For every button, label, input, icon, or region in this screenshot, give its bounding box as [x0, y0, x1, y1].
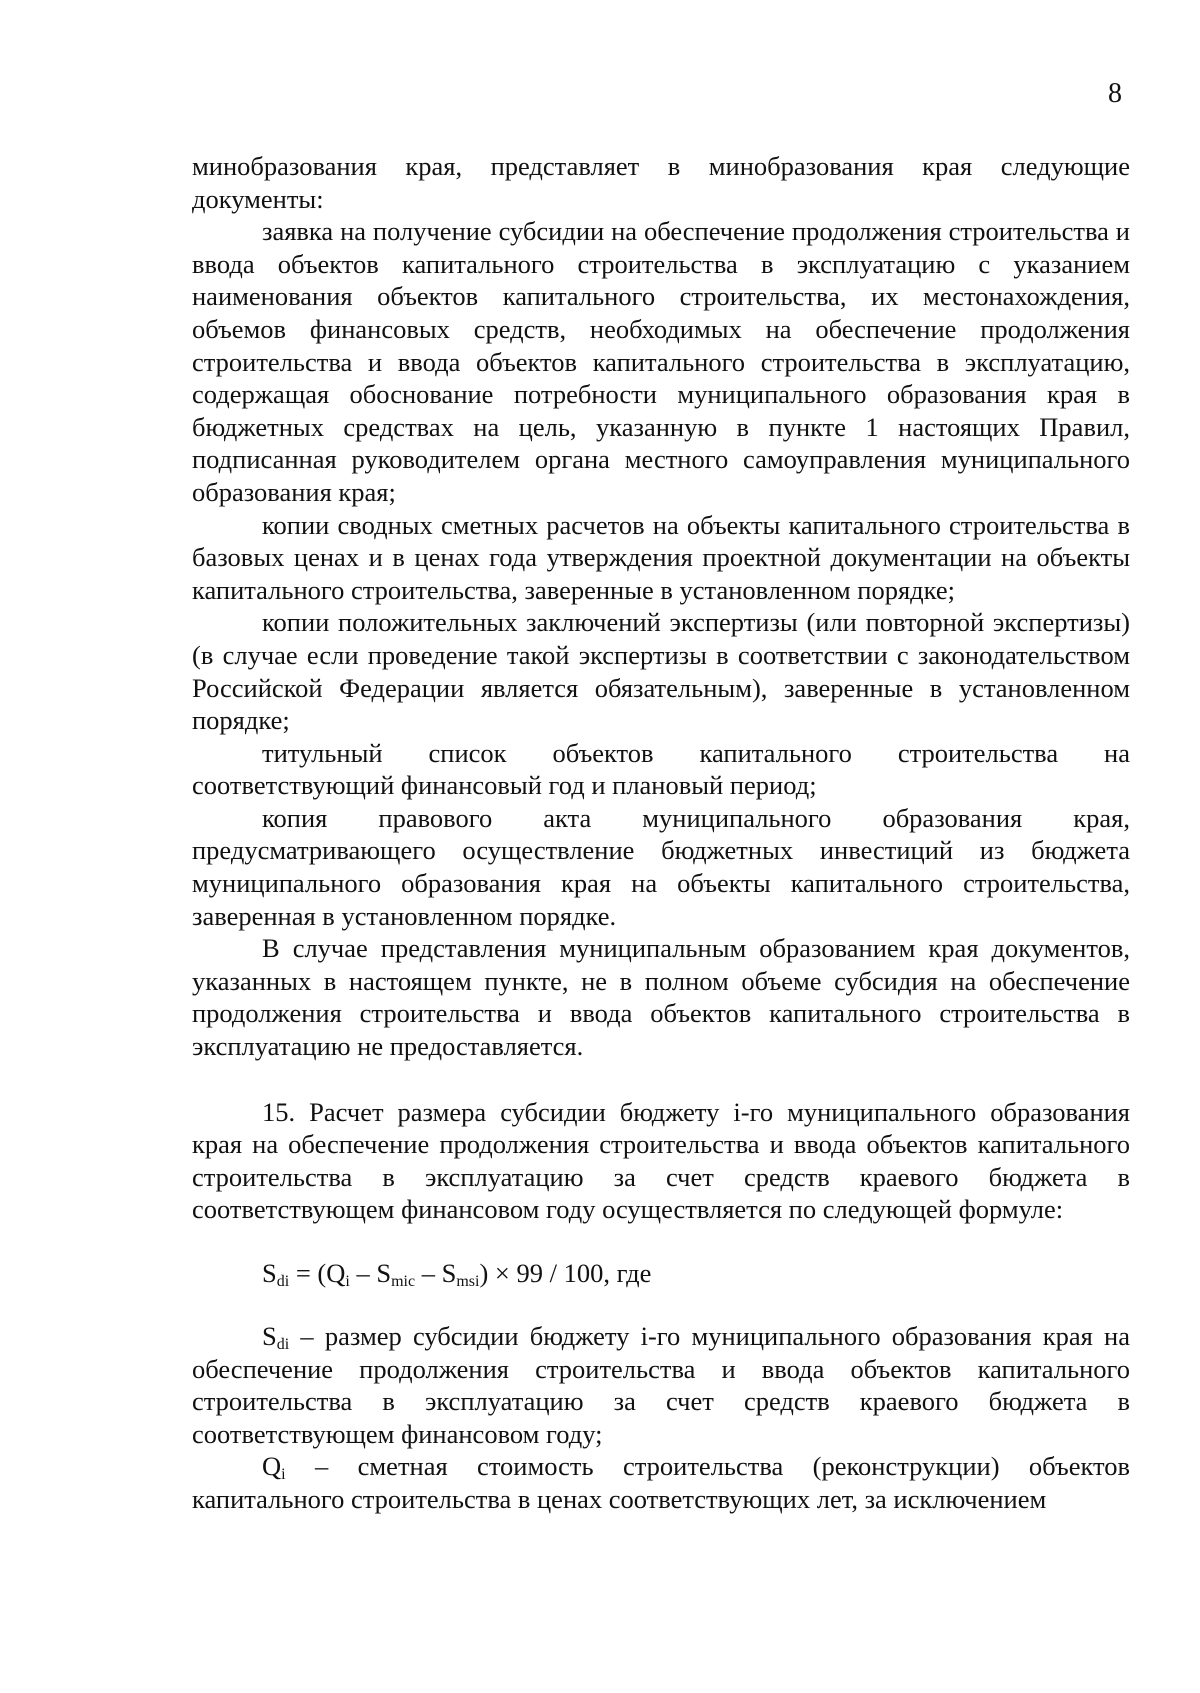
formula-eq: = (Q [289, 1258, 346, 1288]
paragraph-item-15: 15. Расчет размера субсидии бюджету i-го муниципального образования края на обеспечение продолжения строительства и ввода объектов капитального строительства в эксплуатацию за счет средств краевого бюджета в соответствующем финансовом году осуществляется по следующей формуле: [192, 1096, 1130, 1225]
formula-minus-1: – S [349, 1258, 392, 1288]
paragraph-expertise: копии положительных заключений экспертизы (или повторной экспертизы) (в случае если проведение такой экспертизы в соответствии с законодательством Российской Федерации является обязательным), заверенные в установленном порядке; [192, 607, 1130, 736]
formula-tail: ) × 99 / 100, где [479, 1258, 652, 1288]
definition-qi-sub: i [281, 1466, 286, 1484]
paragraph-title-list: титульный список объектов капитального строительства на соответствующий финансовый год и плановый период; [192, 737, 1130, 801]
spacer [192, 1226, 1130, 1256]
paragraph-incomplete-documents: В случае представления муниципальным образованием края документов, указанных в настоящем пункте, не в полном объеме субсидия на обеспечение продолжения строительства и ввода объектов капитального строительства в эксплуатацию не предоставляется. [192, 933, 1130, 1062]
spacer [192, 1290, 1130, 1320]
formula-s2-sub: mic [391, 1273, 416, 1290]
definition-qi-symbol: Q [262, 1451, 282, 1482]
formula-s3-sub: msi [456, 1273, 480, 1290]
formula-s: S [262, 1258, 277, 1288]
spacer [192, 1063, 1130, 1096]
definition-sdi-text: – размер субсидии бюджету i-го муниципального образования края на обеспечение продолжения строительства и ввода объектов капитального строительства в эксплуатацию за счет средств краевого бюджета в соответствующем финансовом году; [192, 1321, 1130, 1449]
document-body [192, 150, 1130, 1516]
formula-s-sub: di [276, 1273, 290, 1290]
formula [192, 1256, 1130, 1290]
page-number: 8 [1108, 78, 1122, 109]
definition-qi [192, 1450, 1130, 1515]
definition-qi-text: – сметная стоимость строительства (реконструкции) объектов капитального строительства в ценах соответствующих лет, за исключением [192, 1451, 1130, 1514]
definition-sdi-symbol: S [262, 1321, 277, 1351]
definition-sdi-sub: di [276, 1336, 290, 1353]
formula-q-sub: i [345, 1273, 350, 1290]
formula-minus-2: – S [415, 1258, 457, 1288]
paragraph-legal-act: копия правового акта муниципального образования края, предусматривающего осуществление бюджетных инвестиций из бюджета муниципального образования края на объекты капитального строительства, заверенная в установленном порядке. [192, 802, 1130, 931]
paragraph-estimates: копии сводных сметных расчетов на объекты капитального строительства в базовых ценах и в ценах года утверждения проектной документации на объекты капитального строительства, заверенные в установленном порядке; [192, 509, 1130, 605]
paragraph-intro: минобразования края, представляет в минобразования края следующие документы: [192, 151, 1130, 214]
paragraph-application: заявка на получение субсидии на обеспечение продолжения строительства и ввода объектов капитального строительства в эксплуатацию с указанием наименования объектов капитального строительства, их местонахождения, объемов финансовых средств, необходимых на обеспечение продолжения строительства и ввода объектов капитального строительства в эксплуатацию, содержащая обоснование потребности муниципального образования края в бюджетных средствах на цель, указанную в пункте 1 настоящих Правил, подписанная руководителем органа местного самоуправления муниципального образования края; [192, 216, 1130, 507]
definition-sdi [192, 1320, 1130, 1450]
